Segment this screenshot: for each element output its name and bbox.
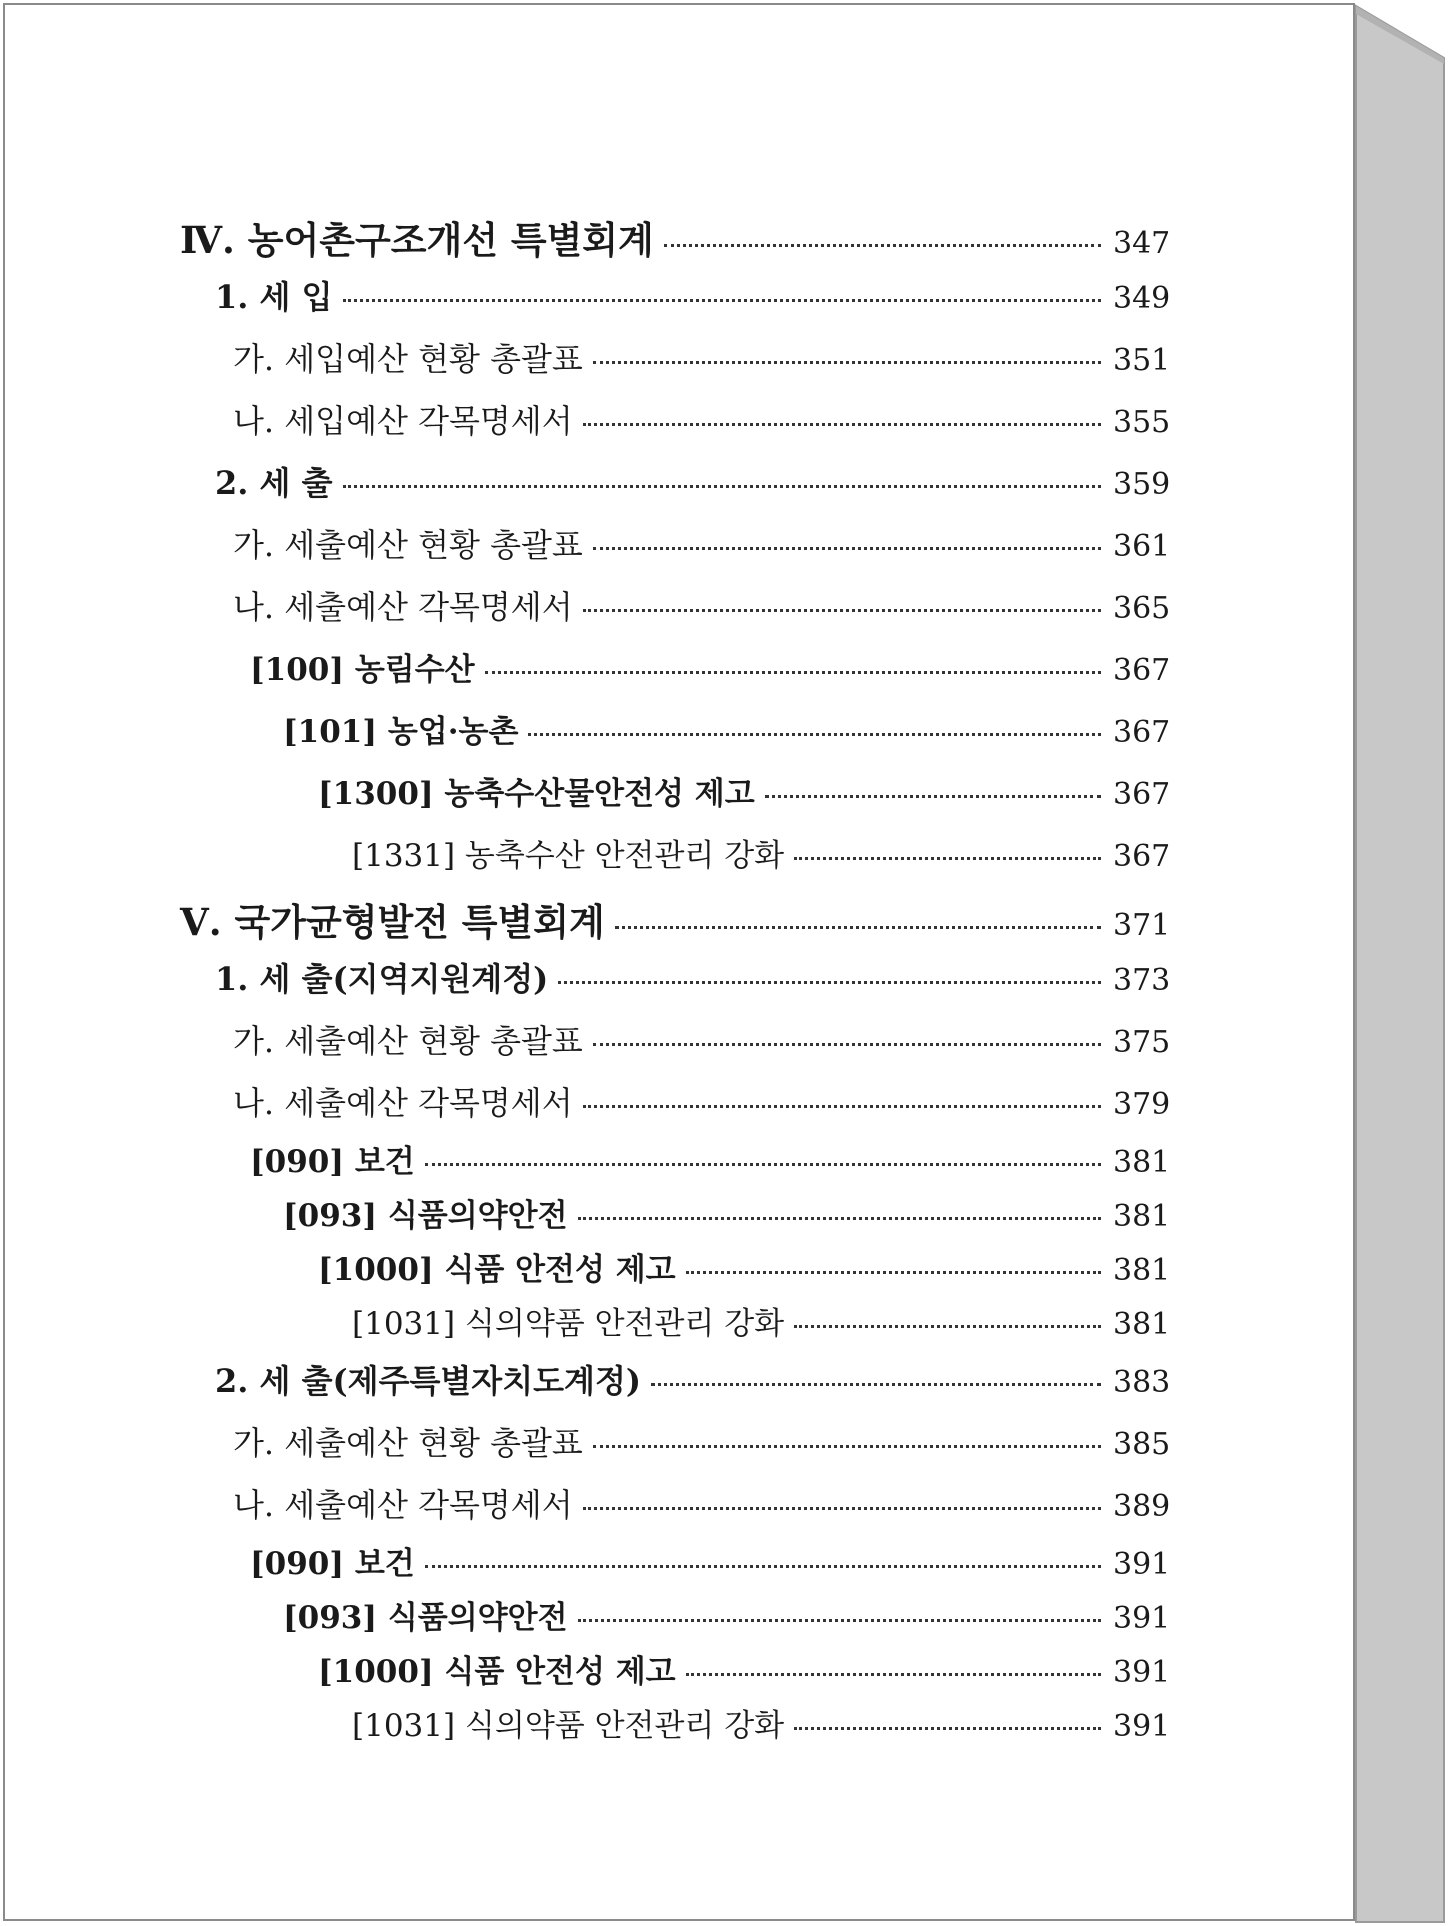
toc-entry[interactable]	[215, 458, 1171, 504]
toc-entry-page-number: 371	[1113, 908, 1171, 943]
toc-entry-title: [1031] 식의약품 안전관리 강화	[352, 1708, 785, 1744]
toc-entry[interactable]	[180, 892, 1171, 946]
toc-entry[interactable]	[215, 272, 1171, 318]
toc-entry-page-number: 391	[1113, 1601, 1171, 1636]
toc-entry-title: [090] 보건	[250, 1144, 415, 1180]
toc-entry[interactable]	[233, 582, 1171, 628]
toc-entry-title: 나. 세출예산 각목명세서	[233, 1486, 573, 1524]
toc-entry-page-number: 385	[1113, 1427, 1171, 1462]
toc-leader-dots	[583, 423, 1101, 426]
toc-entry-title: 나. 세출예산 각목명세서	[233, 1084, 573, 1122]
toc-leader-dots	[593, 1043, 1101, 1046]
toc-entry-page-number: 381	[1113, 1199, 1171, 1234]
toc-entry-page-number: 381	[1113, 1253, 1171, 1288]
toc-leader-dots	[765, 795, 1101, 798]
toc-entry-page-number: 389	[1113, 1489, 1171, 1524]
toc-entry[interactable]	[233, 1418, 1171, 1464]
toc-entry-page-number: 379	[1113, 1087, 1171, 1122]
toc-entry-page-number: 391	[1113, 1655, 1171, 1690]
toc-entry-title: [093] 식품의약안전	[283, 1600, 568, 1636]
toc-entry[interactable]	[233, 396, 1171, 442]
toc-entry[interactable]	[283, 1190, 1171, 1235]
toc-entry-title: Ⅴ. 국가균형발전 특별회계	[180, 900, 605, 944]
toc-entry-page-number: 361	[1113, 529, 1171, 564]
toc-entry-page-number: 367	[1113, 653, 1171, 688]
toc-entry-page-number: 381	[1113, 1145, 1171, 1180]
toc-leader-dots	[686, 1271, 1101, 1274]
toc-entry[interactable]	[283, 1592, 1171, 1637]
toc-entry[interactable]	[250, 1538, 1171, 1583]
toc-entry[interactable]	[215, 1356, 1171, 1402]
toc-leader-dots	[615, 926, 1101, 929]
toc-entry-title: 가. 세출예산 현황 총괄표	[233, 1424, 583, 1462]
toc-entry-title: 2. 세 출(제주특별자치도계정)	[215, 1362, 642, 1400]
toc-entry-page-number: 367	[1113, 839, 1171, 874]
toc-leader-dots	[578, 1619, 1101, 1622]
toc-entry-title: [100] 농림수산	[250, 652, 475, 688]
toc-entry[interactable]	[180, 210, 1171, 264]
toc-leader-dots	[583, 1507, 1101, 1510]
toc-entry[interactable]	[233, 1016, 1171, 1062]
toc-leader-dots	[593, 547, 1101, 550]
toc-entry[interactable]	[233, 520, 1171, 566]
toc-leader-dots	[578, 1217, 1101, 1220]
toc-entry-title: 나. 세입예산 각목명세서	[233, 402, 573, 440]
toc-entry-page-number: 367	[1113, 777, 1171, 812]
toc-entry[interactable]	[352, 1700, 1171, 1745]
toc-entry-title: 1. 세 입	[215, 278, 333, 316]
toc-entry-page-number: 391	[1113, 1547, 1171, 1582]
toc-leader-dots	[528, 733, 1101, 736]
toc-entry[interactable]	[250, 1136, 1171, 1181]
toc-entry-title: [1331] 농축수산 안전관리 강화	[352, 838, 785, 874]
toc-entry[interactable]	[283, 706, 1171, 751]
toc-entry[interactable]	[318, 768, 1171, 813]
toc-entry-title: 가. 세출예산 현황 총괄표	[233, 526, 583, 564]
toc-entry[interactable]	[352, 830, 1171, 875]
toc-entry-title: [1031] 식의약품 안전관리 강화	[352, 1306, 785, 1342]
toc-entry-title: 2. 세 출	[215, 464, 333, 502]
toc-entry-title: [1000] 식품 안전성 제고	[318, 1654, 676, 1690]
toc-leader-dots	[485, 671, 1101, 674]
toc-leader-dots	[583, 609, 1101, 612]
toc-entry-page-number: 365	[1113, 591, 1171, 626]
toc-leader-dots	[794, 1325, 1101, 1328]
toc-entry[interactable]	[233, 334, 1171, 380]
toc-entry-title: [090] 보건	[250, 1546, 415, 1582]
toc-entry[interactable]	[233, 1480, 1171, 1526]
toc-entry-page-number: 391	[1113, 1709, 1171, 1744]
toc-entry-page-number: 351	[1113, 343, 1171, 378]
toc-leader-dots	[593, 361, 1101, 364]
toc-leader-dots	[664, 244, 1101, 247]
toc-entry[interactable]	[250, 644, 1171, 689]
toc-leader-dots	[651, 1383, 1101, 1386]
toc-leader-dots	[558, 981, 1101, 984]
toc-entry-page-number: 359	[1113, 467, 1171, 502]
toc-entry-title: [1300] 농축수산물안전성 제고	[318, 776, 755, 812]
toc-entry-title: [1000] 식품 안전성 제고	[318, 1252, 676, 1288]
toc-entry[interactable]	[318, 1244, 1171, 1289]
toc-entry-title: 1. 세 출(지역지원계정)	[215, 960, 549, 998]
toc-entry[interactable]	[215, 954, 1171, 1000]
toc-leader-dots	[343, 299, 1101, 302]
toc-leader-dots	[794, 857, 1101, 860]
toc-entry-title: 가. 세출예산 현황 총괄표	[233, 1022, 583, 1060]
toc-entry-page-number: 381	[1113, 1307, 1171, 1342]
toc-leader-dots	[425, 1163, 1101, 1166]
toc-entry-page-number: 383	[1113, 1365, 1171, 1400]
toc-entry-page-number: 347	[1113, 226, 1171, 261]
toc-entry-title: [101] 농업·농촌	[283, 714, 519, 750]
toc-leader-dots	[794, 1727, 1101, 1730]
toc-entry-page-number: 349	[1113, 281, 1171, 316]
toc-entry[interactable]	[233, 1078, 1171, 1124]
toc-entry-page-number: 373	[1113, 963, 1171, 998]
toc-leader-dots	[343, 485, 1101, 488]
toc-entry-page-number: 355	[1113, 405, 1171, 440]
toc-entry-page-number: 375	[1113, 1025, 1171, 1060]
toc-entry-page-number: 367	[1113, 715, 1171, 750]
toc-entry-title: 나. 세출예산 각목명세서	[233, 588, 573, 626]
toc-leader-dots	[686, 1673, 1101, 1676]
toc-leader-dots	[593, 1445, 1101, 1448]
toc-entry[interactable]	[318, 1646, 1171, 1691]
toc-entry[interactable]	[352, 1298, 1171, 1343]
toc-leader-dots	[425, 1565, 1101, 1568]
toc-entry-title: [093] 식품의약안전	[283, 1198, 568, 1234]
toc-entry-title: 가. 세입예산 현황 총괄표	[233, 340, 583, 378]
toc-leader-dots	[583, 1105, 1101, 1108]
toc-entry-title: Ⅳ. 농어촌구조개선 특별회계	[180, 218, 654, 262]
